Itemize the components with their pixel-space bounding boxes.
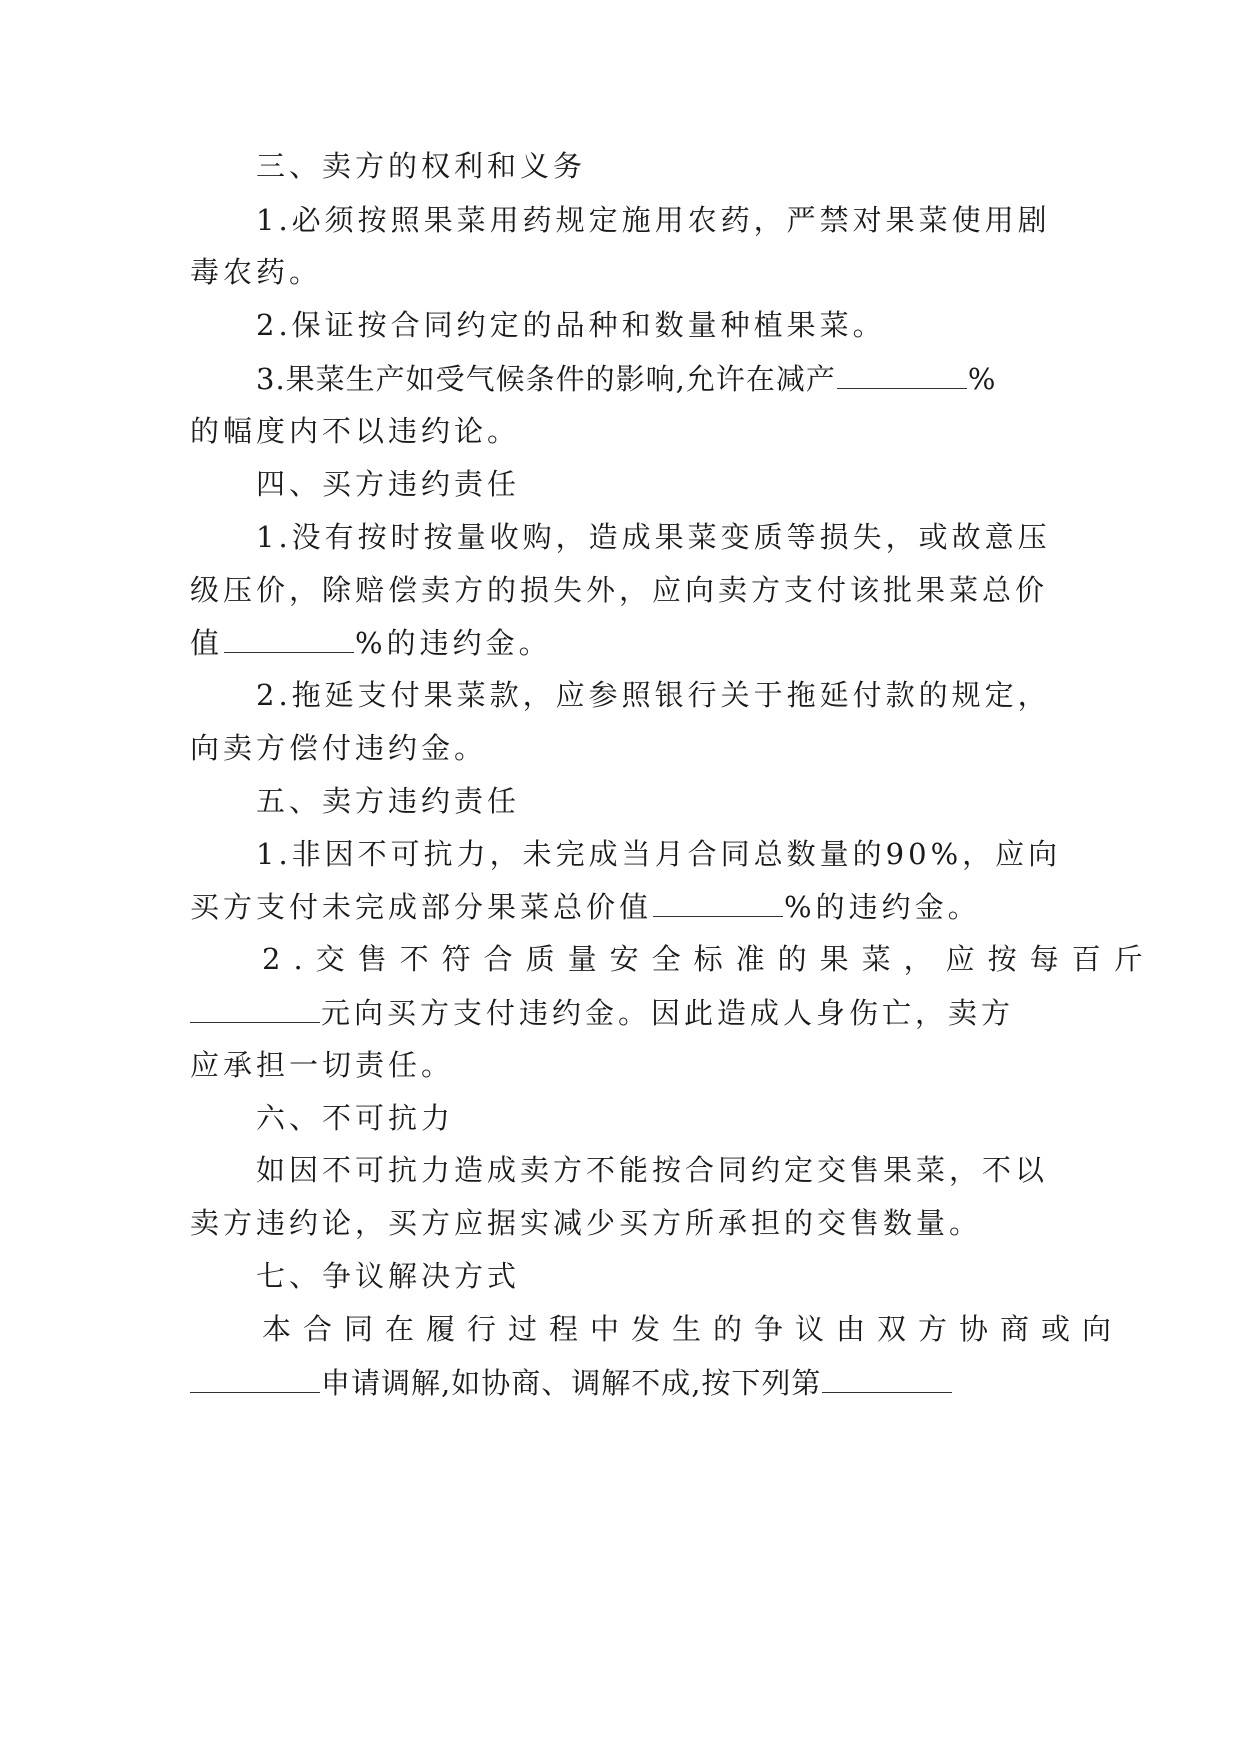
section-heading-4: 四、买方违约责任 (256, 467, 521, 501)
penalty-percent-blank-buyer[interactable] (224, 622, 354, 653)
clause-5-1-line-2 (190, 886, 1052, 926)
clause-3-3-line-1 (256, 358, 1052, 398)
mediator-blank[interactable] (190, 1362, 320, 1393)
clause-3-1-line-2: 毒农药。 (190, 255, 323, 289)
clause-3-1-line-1: 1.必须按照果菜用药规定施用农药，严禁对果菜使用剧 (256, 203, 1051, 237)
clause-7-line-1: 本合同在履行过程中发生的争议由双方协商或向 (262, 1312, 1124, 1346)
clause-3-2: 2.保证按合同约定的品种和数量种植果菜。 (256, 308, 886, 342)
section-heading-7: 七、争议解决方式 (256, 1259, 521, 1293)
penalty-percent-blank-seller[interactable] (653, 886, 783, 917)
section-heading-6: 六、不可抗力 (256, 1101, 455, 1135)
section-heading-5: 五、卖方违约责任 (256, 784, 521, 818)
clause-4-1-line-1: 1.没有按时按量收购，造成果菜变质等损失，或故意压 (256, 520, 1051, 554)
price-per-hundred-jin-blank[interactable] (190, 992, 320, 1023)
clause-5-1-text: 买方支付未完成部分果菜总价值 (190, 890, 653, 924)
clause-7-line-2 (190, 1362, 1052, 1402)
clause-7-text: 申请调解,如协商、调解不成,按下列第 (321, 1366, 822, 1400)
clause-4-2-line-1: 2.拖延支付果菜款，应参照银行关于拖延付款的规定， (256, 678, 1051, 712)
clause-4-1-text: 值 (190, 626, 224, 660)
clause-5-1-line-1: 1.非因不可抗力，未完成当月合同总数量的90%，应向 (256, 837, 1062, 871)
dispute-option-blank[interactable] (822, 1362, 952, 1393)
clause-3-3-line-2: 的幅度内不以违约论。 (190, 414, 521, 448)
clause-5-1-tail: %的违约金。 (784, 890, 981, 924)
percent-sign: % (967, 362, 997, 396)
clause-5-2-line-1: 2.交售不符合质量安全标准的果菜，应按每百斤 (262, 942, 1156, 976)
clause-3-3-text: 3.果菜生产如受气候条件的影响,允许在减产 (256, 362, 836, 396)
section-heading-3: 三、卖方的权利和义务 (256, 149, 587, 183)
clause-6-line-1: 如因不可抗力造成卖方不能按合同约定交售果菜，不以 (256, 1153, 1049, 1187)
clause-6-line-2: 卖方违约论，买方应据实减少买方所承担的交售数量。 (190, 1206, 983, 1240)
clause-5-2-line-3: 应承担一切责任。 (190, 1048, 455, 1082)
reduction-percent-blank[interactable] (837, 358, 967, 389)
clause-5-2-line-2 (190, 992, 1052, 1032)
clause-4-1-tail: %的违约金。 (355, 626, 552, 660)
clause-4-1-line-3 (190, 622, 1052, 662)
clause-4-1-line-2: 级压价，除赔偿卖方的损失外，应向卖方支付该批果菜总价 (190, 573, 1049, 607)
clause-4-2-line-2: 向卖方偿付违约金。 (190, 731, 488, 765)
clause-5-2-text: 元向买方支付违约金。因此造成人身伤亡，卖方 (321, 996, 1015, 1030)
